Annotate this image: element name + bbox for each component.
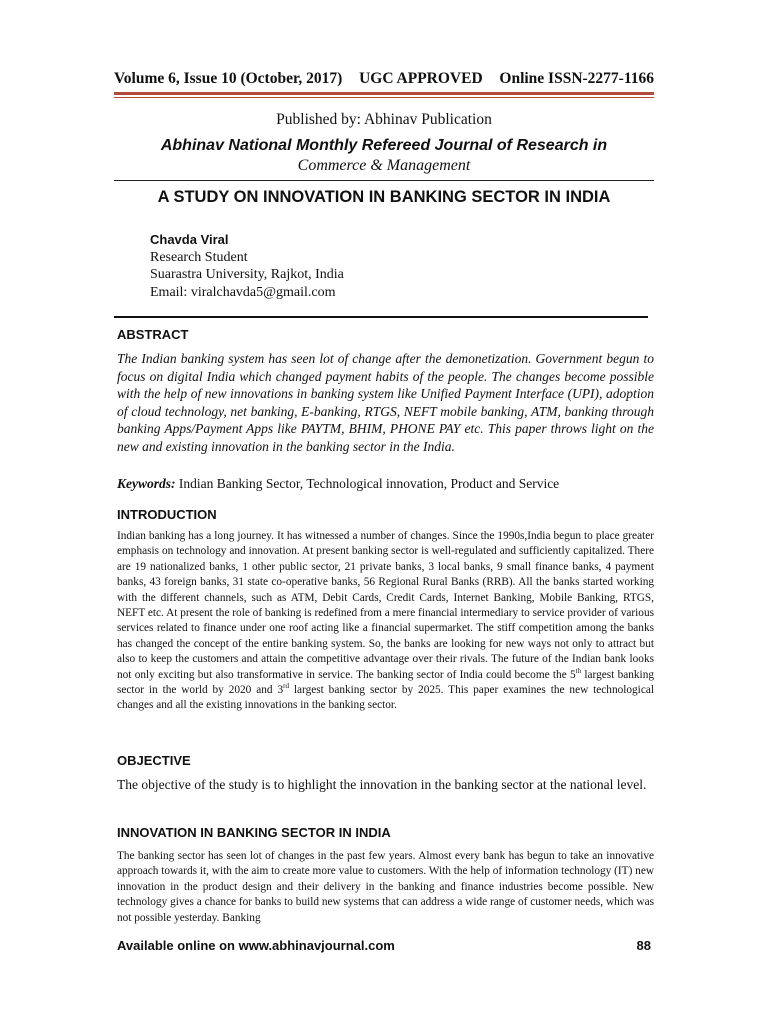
running-header (114, 70, 654, 88)
paper-title: A STUDY ON INNOVATION IN BANKING SECTOR IN INDIA (157, 188, 611, 206)
objective-heading: OBJECTIVE (117, 753, 191, 768)
intro-part-a: Indian banking has a long journey. It has witnessed a number of changes. Since the 1990s,India begun to place greater emphasis on technology and innovation. At present banking sector is well-regulated and sufficiently capitalized. There are 19 nationalized banks, 1 other public sector, 21 private banks, 3 local banks, 9 small finance banks, 4 payment banks, 43 foreign banks, 31 state co-operative banks, 56 Regional Rural Banks (RRB). All the banks started working with the different channels, such as ATM, Debit Cards, Credit Cards, Internet Banking, Mobile Banking, RTGS, NEFT etc. At present the role of banking is redefined from a mere financial intermediary to service provider of various services related to finance under one roof acting like a financial supermarket. The stiff competition among the banks has changed the concept of the entire banking system. So, the banks are looking for new ways not only to attract but also to keep the customers and attain the competitive advantage over their rivals. The future of the Indian bank looks not only exciting but also transformative in service. The banking sector of India could become the 5 (117, 530, 654, 681)
abstract-text: The Indian banking system has seen lot of change after the demonetization. Government begun to focus on digital India which changed payment habits of the people. The changes become possible with the help of new innovations in banking system like Unified Payment Interface (UPI), adoption of cloud technology, net banking, E-banking, RTGS, NEFT mobile banking, ATM, banking through banking Apps/Payment Apps like PAYTM, BHIM, PHONE PAY etc. This paper throws light on the new and existing innovation in the banking sector in the India. (117, 351, 654, 454)
abstract-divider (114, 316, 648, 318)
innovation-text: The banking sector has seen lot of changes in the past few years. Almost every bank has begun to take an innovative approach towards it, with the aim to create more value to customers. With the help of information technology (IT) new innovation in the product design and their delivery in the banking and finance industries become possible. New technology gives a chance for banks to build new systems that can address a wide range of customer needs, which was not possible yesterday. Banking (117, 850, 654, 924)
author-name: Chavda Viral (150, 232, 229, 247)
title-divider (114, 180, 654, 181)
volume-info: Volume 6, Issue 10 (October, 2017) (114, 70, 343, 87)
page-number: 88 (636, 938, 651, 953)
author-email: Email: viralchavda5@gmail.com (150, 284, 336, 300)
abstract-heading: ABSTRACT (117, 327, 189, 342)
introduction-text (117, 529, 654, 714)
keywords (117, 475, 654, 492)
journal-subject: Commerce & Management (297, 157, 471, 174)
author-affiliation: Suarastra University, Rajkot, India (150, 267, 344, 282)
author-role: Research Student (150, 249, 248, 265)
intro-part-b: largest banking sector in the world by 2020 and 3 (117, 668, 654, 697)
innovation-heading: INNOVATION IN BANKING SECTOR IN INDIA (117, 825, 391, 840)
intro-superscript-rd: rd (283, 682, 289, 691)
author-block (150, 231, 344, 301)
keywords-text: Indian Banking Sector, Technological innovation, Product and Service (175, 476, 560, 491)
footer-site: Available online on www.abhinavjournal.com (117, 938, 395, 953)
intro-part-c: largest banking sector by 2025. This paper examines the new technological changes and all the existing innovations in the banking sector. (117, 684, 654, 712)
journal-name: Abhinav National Monthly Refereed Journal of Research in (160, 137, 608, 154)
ugc-approved: UGC APPROVED (359, 70, 483, 87)
header-rule (114, 92, 654, 98)
issn: Online ISSN-2277-1166 (499, 70, 654, 87)
keywords-label: Keywords: (117, 476, 176, 491)
intro-superscript-th: th (575, 666, 582, 675)
objective-text: The objective of the study is to highlight the innovation in the banking sector at the national level. (117, 777, 647, 792)
introduction-heading: INTRODUCTION (117, 507, 217, 522)
publisher-line: Published by: Abhinav Publication (276, 111, 492, 128)
